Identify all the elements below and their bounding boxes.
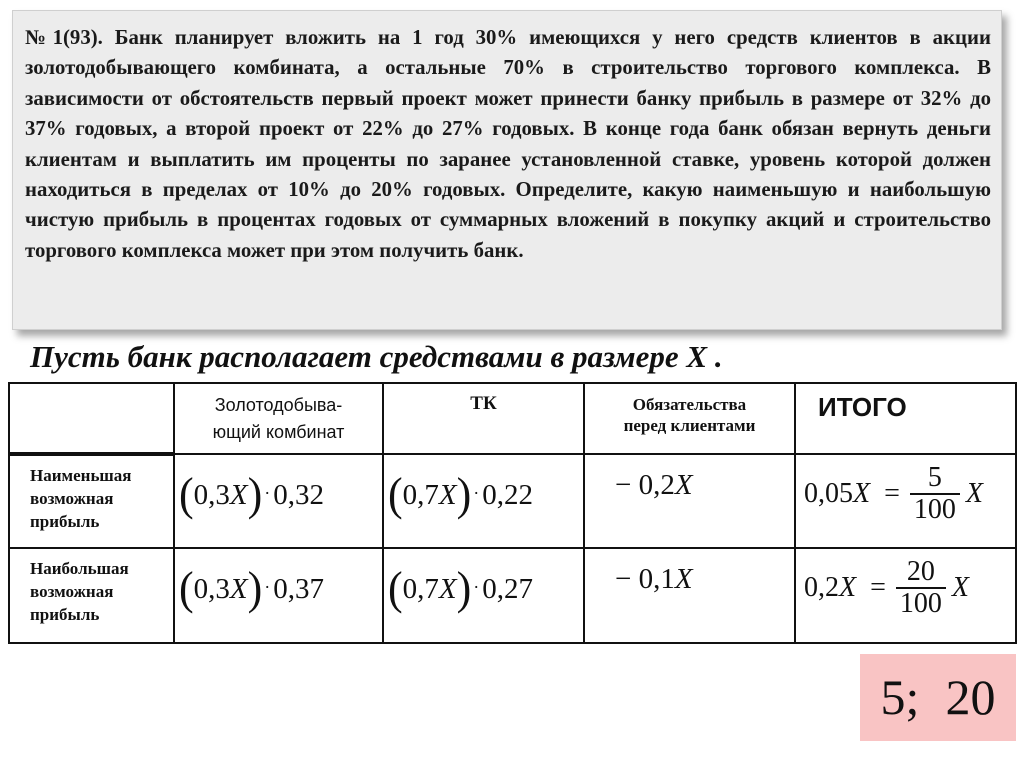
row-max-label-cell [9, 548, 174, 643]
problem-text: №1(93). Банк планирует вложить на 1 год 30% имеющихся у него средств клиентов в акции золотодобывающего комбината, а остальные 70% в строительство торгового комплекса. В зависимости от обстоятельств первый проект может принести банку прибыль в размере от 32% до 37% годовых, а второй проект от 22% до 27% годовых. В конце года банк обязан вернуть деньги клиентам и выплатить им проценты по заранее установленной ставке, уровень которой должен находиться в пределах от 10% до 20% годовых. Определите, какую наименьшую и наибольшую чистую прибыль в процентах годовых от суммарных вложений в покупку акций и строительство торгового комплекса может при этом получить банк. [25, 26, 991, 262]
row-min-label-line2: возможная [30, 489, 114, 508]
header-mine-line1: Золотодобыва- [214, 395, 343, 415]
answer-min: 5; [880, 669, 920, 725]
row-min-label-line3: прибыль [30, 512, 100, 531]
solution-table [8, 382, 1017, 644]
row-min-total-formula: 0,05 X = $\frac{5}{100}$ X [804, 462, 984, 525]
row-max-mine-cell [174, 548, 383, 643]
header-total-label: ИТОГО [818, 392, 907, 422]
header-mine [174, 383, 383, 454]
row-max-label-line3: прибыль [30, 605, 100, 624]
row-min-tk-cell [383, 454, 584, 548]
row-max-tk-cell [383, 548, 584, 643]
row-max-obligation: − 0,1X [615, 563, 693, 595]
table-row-max [9, 548, 1016, 643]
header-obligations [584, 383, 795, 454]
row-min-tk-formula: ( 0,7 X ) · 0,22 [388, 468, 534, 521]
row-max-fraction: $\frac{20}{100}$ [896, 557, 946, 619]
answer-max: 20 [945, 669, 996, 725]
row-max-mine-formula: ( 0,3 X ) · 0,37 [179, 562, 325, 615]
header-tk-label: ТК [470, 393, 497, 414]
row-max-total-cell [795, 548, 1016, 643]
header-obligations-line2: перед клиентами [623, 416, 756, 435]
solution-intro: Пусть банк располагает средствами в размере X . [30, 339, 723, 374]
row-min-label-cell [9, 454, 174, 548]
header-total [795, 383, 1016, 454]
row-max-label-line2: возможная [30, 582, 114, 601]
row-max-tk-formula: ( 0,7 X ) · 0,27 [388, 562, 534, 615]
row-min-mine-cell [174, 454, 383, 548]
row-max-obligation-cell [584, 548, 795, 643]
table-row-min [9, 454, 1016, 548]
problem-statement-box [12, 10, 1002, 330]
row-min-label-line1: Наименьшая [30, 466, 132, 485]
row-min-fraction: $\frac{5}{100}$ [910, 463, 960, 525]
row-max-label-line1: Наибольшая [30, 559, 129, 578]
row-min-total-cell [795, 454, 1016, 548]
header-mine-line2: ющий комбинат [212, 422, 345, 442]
row-min-obligation-cell [584, 454, 795, 548]
header-obligations-line1: Обязательства [632, 395, 747, 414]
row-max-total-formula: 0,2 X = $\frac{20}{100}$ X [804, 556, 970, 619]
header-tk [383, 383, 584, 454]
header-blank-cell [9, 383, 174, 454]
row-min-mine-formula: ( 0,3 X ) · 0,32 [179, 468, 325, 521]
answer-box [860, 654, 1016, 741]
row-min-obligation: − 0,2X [615, 469, 693, 501]
table-header-row [9, 383, 1016, 454]
